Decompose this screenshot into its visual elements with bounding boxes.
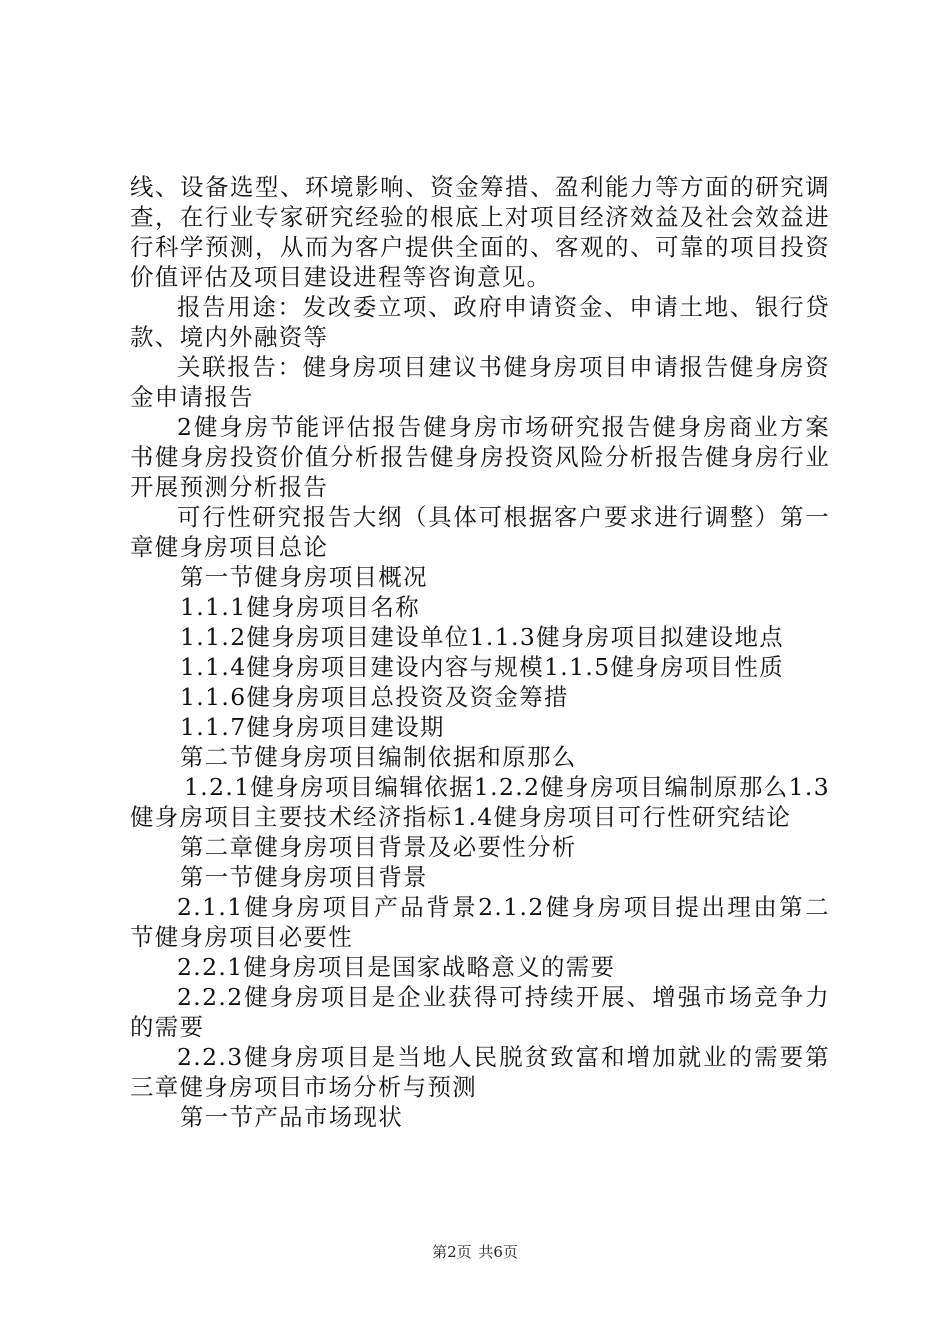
paragraph-related-reports: 关联报告：健身房项目建议书健身房项目申请报告健身房资金申请报告 [130,353,830,411]
outline-item: 2.2.1健身房项目是国家战略意义的需要 [177,953,616,981]
paragraph-report-usage: 报告用途：发改委立项、政府申请资金、申请土地、银行贷款、境内外融资等 [130,293,830,351]
document-body [130,172,830,1132]
page-total: 共6页 [478,1243,518,1261]
paragraph-outline-intro: 可行性研究报告大纲（具体可根据客户要求进行调整）第一章健身房项目总论 [130,503,830,561]
paragraph-related-reports-list: 2健身房节能评估报告健身房市场研究报告健身房商业方案书健身房投资价值分析报告健身房投资风险分析报告健身房行业开展预测分析报告 [130,413,830,501]
outline-item: 2.2.2健身房项目是企业获得可持续开展、增强市场竞争力的需要 [130,983,830,1041]
outline-item: 2.2.3健身房项目是当地人民脱贫致富和增加就业的需要第三章健身房项目市场分析与预测 [130,1043,830,1101]
paragraph-research-scope: 线、设备选型、环境影响、资金筹措、盈利能力等方面的研究调查，在行业专家研究经验的根底上对项目经济效益及社会效益进行科学预测，从而为客户提供全面的、客观的、可靠的项目投资价值评估及项目建设进程等咨询意见。 [130,173,830,291]
page-number: 第2页 [432,1243,472,1261]
outline-item: 1.1.7健身房项目建设期 [180,713,445,741]
outline-item: 1.1.6健身房项目总投资及资金筹措 [180,683,569,711]
section-heading: 第一节健身房项目概况 [180,563,428,591]
outline-item: 1.1.2健身房项目建设单位1.1.3健身房项目拟建设地点 [180,623,785,651]
page-footer [0,1242,950,1262]
outline-item: 1.2.1健身房项目编辑依据1.2.2健身房项目编制原那么1.3健身房项目主要技术经济指标1.4健身房项目可行性研究结论 [130,773,830,831]
chapter-heading: 第二章健身房项目背景及必要性分析 [180,833,577,861]
section-heading: 第二节健身房项目编制依据和原那么 [180,743,577,771]
outline-item: 1.1.4健身房项目建设内容与规模1.1.5健身房项目性质 [180,653,785,681]
outline-item: 1.1.1健身房项目名称 [180,593,421,621]
section-heading: 第一节健身房项目背景 [180,863,428,891]
outline-item: 2.1.1健身房项目产品背景2.1.2健身房项目提出理由第二节健身房项目必要性 [130,893,830,951]
section-heading: 第一节产品市场现状 [180,1103,404,1131]
